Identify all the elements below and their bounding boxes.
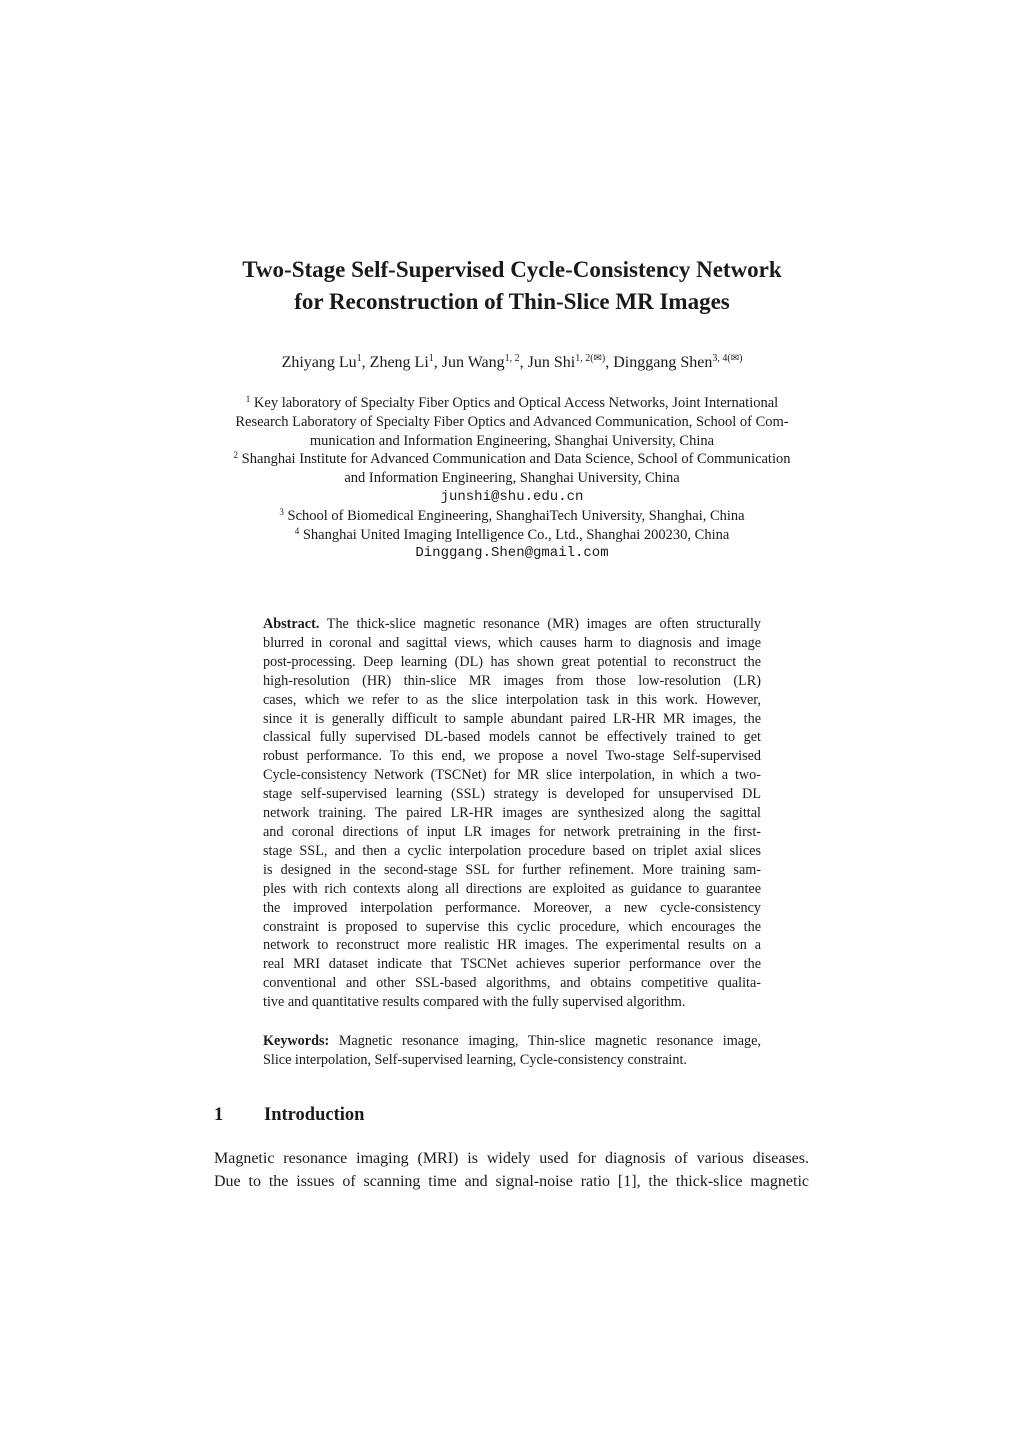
abstract-line: since it is generally difficult to sample abundant paired LR-HR MR images, the (263, 710, 761, 727)
author-separator: , (605, 354, 614, 371)
section-title: Introduction (264, 1105, 365, 1125)
abstract-line: high-resolution (HR) thin-slice MR images from those low-resolution (LR) (263, 672, 761, 689)
title-line: for Reconstruction of Thin-Slice MR Images (294, 289, 730, 314)
abstract-line: constraint is proposed to supervise this cyclic procedure, which encourages the (263, 918, 761, 935)
paper-title (0, 254, 1024, 318)
author-name: Jun Wang (441, 354, 505, 371)
abstract-line: stage self-supervised learning (SSL) strategy is developed for unsupervised DL (263, 786, 761, 803)
affiliation-line: $^2$ Shanghai Institute for Advanced Communication and Data Science, School of Communication (233, 450, 791, 468)
abstract-line: robust performance. To this end, we propose a novel Two-stage Self-supervised (263, 748, 761, 765)
affiliation-line: $^1$ Key laboratory of Specialty Fiber Optics and Optical Access Networks, Joint International (245, 394, 779, 411)
keywords-line: Keywords: Magnetic resonance imaging, Thin-slice magnetic resonance image, (263, 1033, 761, 1049)
title-line: Two-Stage Self-Supervised Cycle-Consistency Network (242, 257, 782, 282)
affiliation-line: and Information Engineering, Shanghai University, China (344, 470, 680, 487)
abstract-line: cases, which we refer to as the slice interpolation task in this work. However, (263, 691, 761, 708)
section-number: 1 (214, 1105, 224, 1125)
affiliation-marker: 4 (294, 525, 300, 536)
abstract-line: Cycle-consistency Network (TSCNet) for MR slice interpolation, in which a two- (263, 767, 761, 784)
author-separator: , (433, 354, 442, 371)
abstract-line: network to reconstruct more realistic HR images. The experimental results on a (263, 937, 761, 954)
introduction-text (214, 1148, 809, 1193)
abstract (263, 615, 761, 1012)
abstract-line: classical fully supervised DL-based models cannot be effectively trained to get (263, 729, 761, 746)
abstract-line: tive and quantitative results compared with the fully supervised algorithm. (263, 994, 686, 1011)
keywords-label: Keywords: (263, 1033, 330, 1049)
abstract-line: conventional and other SSL-based algorithms, and obtains competitive qualita- (263, 975, 761, 992)
abstract-line: Abstract. The thick-slice magnetic resonance (MR) images are often structurally (263, 616, 761, 632)
keywords (263, 1032, 761, 1070)
author-list (0, 352, 1024, 374)
author-name: Dinggang Shen (613, 354, 713, 371)
body-line: Magnetic resonance imaging (MRI) is widely used for diagnosis of various diseases. (214, 1150, 809, 1167)
contact-email[interactable]: junshi@shu.edu.cn (440, 488, 584, 505)
abstract-line: real MRI dataset indicate that TSCNet achieves superior performance over the (263, 956, 761, 973)
affiliation-marker: 2 (233, 450, 238, 461)
author-name: Zhiyang Lu (281, 354, 357, 371)
abstract-line: stage SSL, and then a cyclic interpolation procedure based on triplet axial slices (263, 842, 761, 859)
affiliations (200, 394, 824, 563)
abstract-line: blurred in coronal and sagittal views, which causes harm to diagnosis and image (263, 634, 761, 651)
abstract-line: post-processing. Deep learning (DL) has shown great potential to reconstruct the (263, 653, 761, 670)
abstract-line: is designed in the second-stage SSL for further refinement. More training sam- (263, 861, 761, 878)
author-affiliation-marker: 3, 4(✉) (712, 353, 743, 364)
author-affiliation-marker: 1, 2 (504, 353, 520, 364)
author-name: Jun Shi (527, 354, 576, 371)
section-heading (214, 1102, 364, 1128)
affiliation-marker: 1 (245, 394, 251, 404)
body-line: Due to the issues of scanning time and signal-noise ratio [1], the thick-slice magnetic (214, 1172, 809, 1190)
author-affiliation-marker: 1 (356, 353, 362, 364)
author-affiliation-marker: 1 (428, 353, 434, 364)
author-separator: , (361, 354, 370, 371)
affiliation-line: Research Laboratory of Specialty Fiber Optics and Advanced Communication, School of Com- (235, 413, 789, 430)
keywords-line: Slice interpolation, Self-supervised learning, Cycle-consistency constraint. (263, 1052, 687, 1068)
abstract-line: network training. The paired LR-HR images are synthesized along the sagittal (263, 805, 761, 822)
contact-email[interactable]: Dinggang.Shen@gmail.com (415, 545, 609, 562)
author-separator: , (519, 354, 528, 371)
affiliation-line: $^4$ Shanghai United Imaging Intelligence Co., Ltd., Shanghai 200230, China (294, 525, 730, 543)
affiliation-line: $^3$ School of Biomedical Engineering, ShanghaiTech University, Shanghai, China (279, 506, 745, 524)
author-affiliation-marker: 1, 2(✉) (575, 353, 606, 364)
author-name: Zheng Li (369, 354, 429, 371)
abstract-line: and coronal directions of input LR images for network pretraining in the first- (263, 823, 761, 840)
abstract-label: Abstract. (263, 616, 320, 632)
abstract-line: ples with rich contexts along all directions are exploited as guidance to guarantee (263, 880, 761, 897)
affiliation-line: munication and Information Engineering, Shanghai University, China (309, 432, 715, 449)
affiliation-marker: 3 (279, 506, 284, 517)
abstract-line: the improved interpolation performance. Moreover, a new cycle-consistency (263, 899, 761, 916)
